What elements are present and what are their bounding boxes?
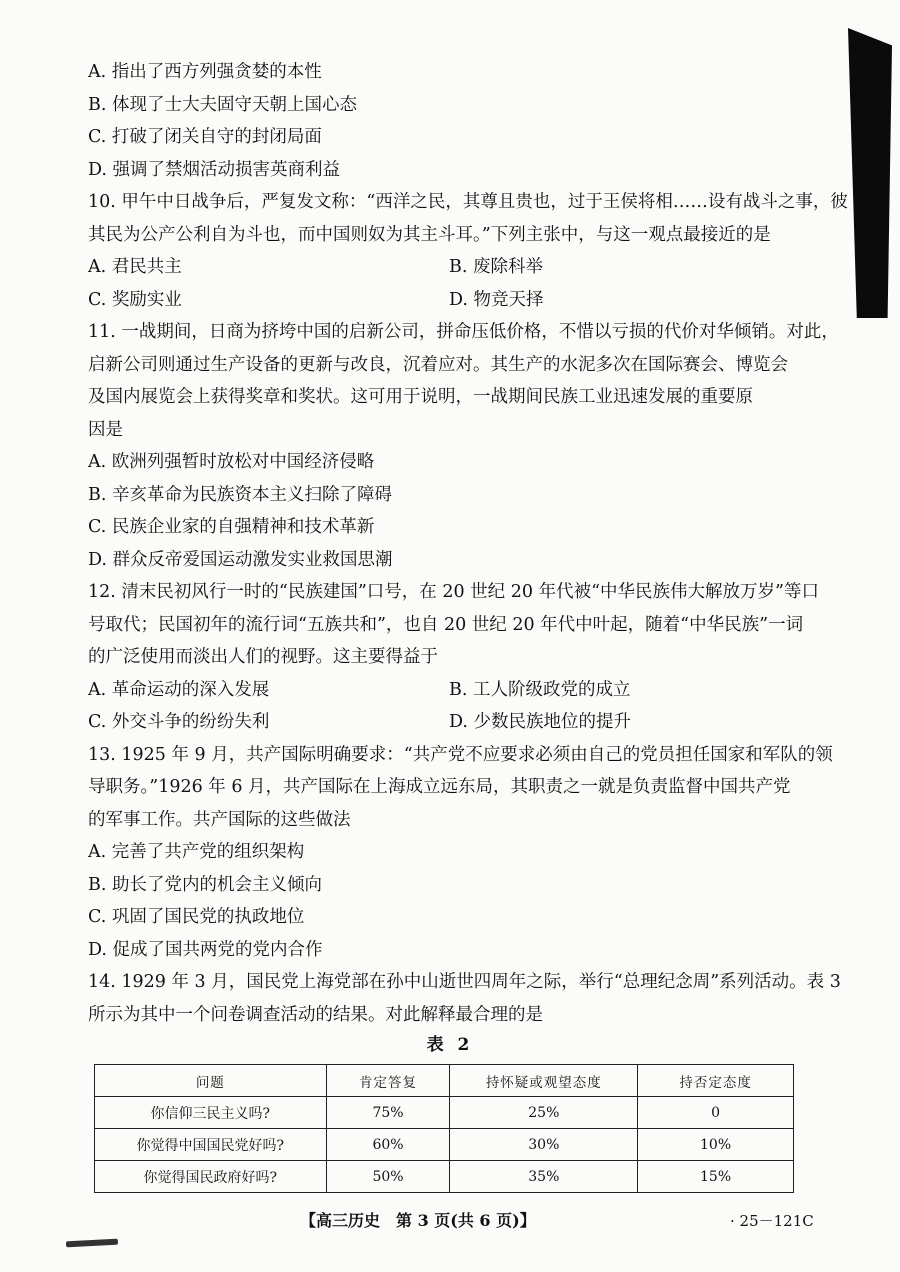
q13-option-d: D. 促成了国共两党的党内合作 — [88, 939, 323, 960]
q13-option-a: A. 完善了共产党的组织架构 — [88, 842, 305, 862]
table-cell: 你觉得国民政府好吗? — [95, 1161, 327, 1193]
table-cell: 你信仰三民主义吗? — [95, 1097, 327, 1129]
q12-stem-line-3: 的广泛使用而淡出人们的视野。这主要得益于 — [88, 647, 438, 667]
q10-option-a: A. 君民共主 — [88, 257, 182, 277]
header-doubtful: 持怀疑或观望态度 — [450, 1065, 638, 1097]
q12-option-c: C. 外交斗争的纷纷失利 — [88, 712, 270, 732]
q13-option-b: B. 助长了党内的机会主义倾向 — [88, 874, 322, 895]
header-positive: 肯定答复 — [326, 1065, 450, 1097]
exam-code: · 25－121C — [730, 1212, 814, 1230]
q13-option-c: C. 巩固了国民党的执政地位 — [88, 907, 305, 927]
table-cell: 35% — [450, 1161, 638, 1193]
page-footer: 【高三历史 第 3 页(共 6 页)】 — [300, 1211, 536, 1230]
question-14 — [88, 966, 841, 1031]
q10-stem-line-1: 10. 甲午中日战争后，严复发文称：“西洋之民，其尊且贵也，过于王侯将相……设有战斗之事，彼 — [88, 192, 848, 212]
q9-options — [88, 56, 808, 186]
table-cell: 你觉得中国国民党好吗? — [95, 1129, 327, 1161]
table-row — [95, 1129, 794, 1161]
q9-option-d: D. 强调了禁烟活动损害英商利益 — [88, 159, 341, 180]
table-row — [95, 1161, 794, 1193]
q13-stem-line-1: 13. 1925 年 9 月，共产国际明确要求：“共产党不应要求必须由自己的党员担任国家和军队的领 — [88, 744, 833, 765]
q10-option-c: C. 奖励实业 — [88, 289, 182, 310]
question-12 — [88, 576, 819, 739]
survey-table — [94, 1064, 794, 1193]
header-negative: 持否定态度 — [638, 1065, 794, 1097]
q11-stem-line-2: 启新公司则通过生产设备的更新与改良，沉着应对。其生产的水泥多次在国际赛会、博览会 — [88, 354, 788, 375]
q11-stem-line-4: 因是 — [88, 419, 123, 440]
scan-edge-mark — [848, 28, 892, 318]
q11-option-c: C. 民族企业家的自强精神和技术革新 — [88, 517, 375, 537]
q11-stem-line-1: 11. 一战期间，日商为挤垮中国的启新公司，拼命压低价格，不惜以亏损的代价对华倾销。对此， — [88, 322, 839, 342]
table-cell: 15% — [638, 1161, 794, 1193]
question-11 — [88, 316, 839, 576]
q14-stem-line-2: 所示为其中一个问卷调查活动的结果。对此解释最合理的是 — [88, 1004, 543, 1025]
q11-option-a: A. 欧洲列强暂时放松对中国经济侵略 — [88, 452, 375, 472]
q11-option-d: D. 群众反帝爱国运动激发实业救国思潮 — [88, 549, 393, 570]
scan-smudge-mark — [66, 1239, 118, 1248]
question-10 — [88, 186, 848, 316]
q12-option-d: D. 少数民族地位的提升 — [449, 712, 632, 732]
header-question: 问题 — [95, 1065, 327, 1097]
table-cell: 25% — [450, 1097, 638, 1129]
q13-stem-line-3: 的军事工作。共产国际的这些做法 — [88, 809, 351, 830]
q10-option-b: B. 废除科举 — [449, 257, 543, 277]
table-cell: 10% — [638, 1129, 794, 1161]
question-13 — [88, 739, 833, 967]
q14-stem-line-1: 14. 1929 年 3 月，国民党上海党部在孙中山逝世四周年之际，举行“总理纪念周”系列活动。表 3 — [88, 972, 841, 992]
q9-option-b: B. 体现了士大夫固守天朝上国心态 — [88, 94, 357, 115]
q12-stem-line-1: 12. 清末民初风行一时的“民族建国”口号，在 20 世纪 20 年代被“中华民族伟大解放万岁”等口 — [88, 582, 819, 602]
q12-option-a: A. 革命运动的深入发展 — [88, 679, 270, 700]
q9-option-c: C. 打破了闭关自守的封闭局面 — [88, 127, 322, 147]
q11-option-b: B. 辛亥革命为民族资本主义扫除了障碍 — [88, 484, 392, 505]
q13-stem-line-2: 导职务。”1926 年 6 月，共产国际在上海成立远东局，其职责之一就是负责监督中国共产党 — [88, 777, 791, 797]
table-header-row — [95, 1065, 794, 1097]
table-cell: 30% — [450, 1129, 638, 1161]
table-title: 表 2 — [426, 1035, 474, 1055]
table-cell: 0 — [638, 1097, 794, 1129]
q10-option-d: D. 物竞天择 — [449, 289, 544, 310]
table-cell: 75% — [326, 1097, 450, 1129]
q10-stem-line-2: 其民为公产公利自为斗也，而中国则奴为其主斗耳。”下列主张中，与这一观点最接近的是 — [88, 224, 771, 245]
q12-stem-line-2: 号取代；民国初年的流行词“五族共和”，也自 20 世纪 20 年代中叶起，随着“中华民族”一词 — [88, 614, 804, 635]
q9-option-a: A. 指出了西方列强贪婪的本性 — [88, 62, 322, 82]
q11-stem-line-3: 及国内展览会上获得奖章和奖状。这可用于说明，一战期间民族工业迅速发展的重要原 — [88, 387, 753, 407]
exam-page-content — [88, 56, 848, 1031]
table-row — [95, 1097, 794, 1129]
table-cell: 60% — [326, 1129, 450, 1161]
q12-option-b: B. 工人阶级政党的成立 — [449, 679, 631, 700]
table-cell: 50% — [326, 1161, 450, 1193]
